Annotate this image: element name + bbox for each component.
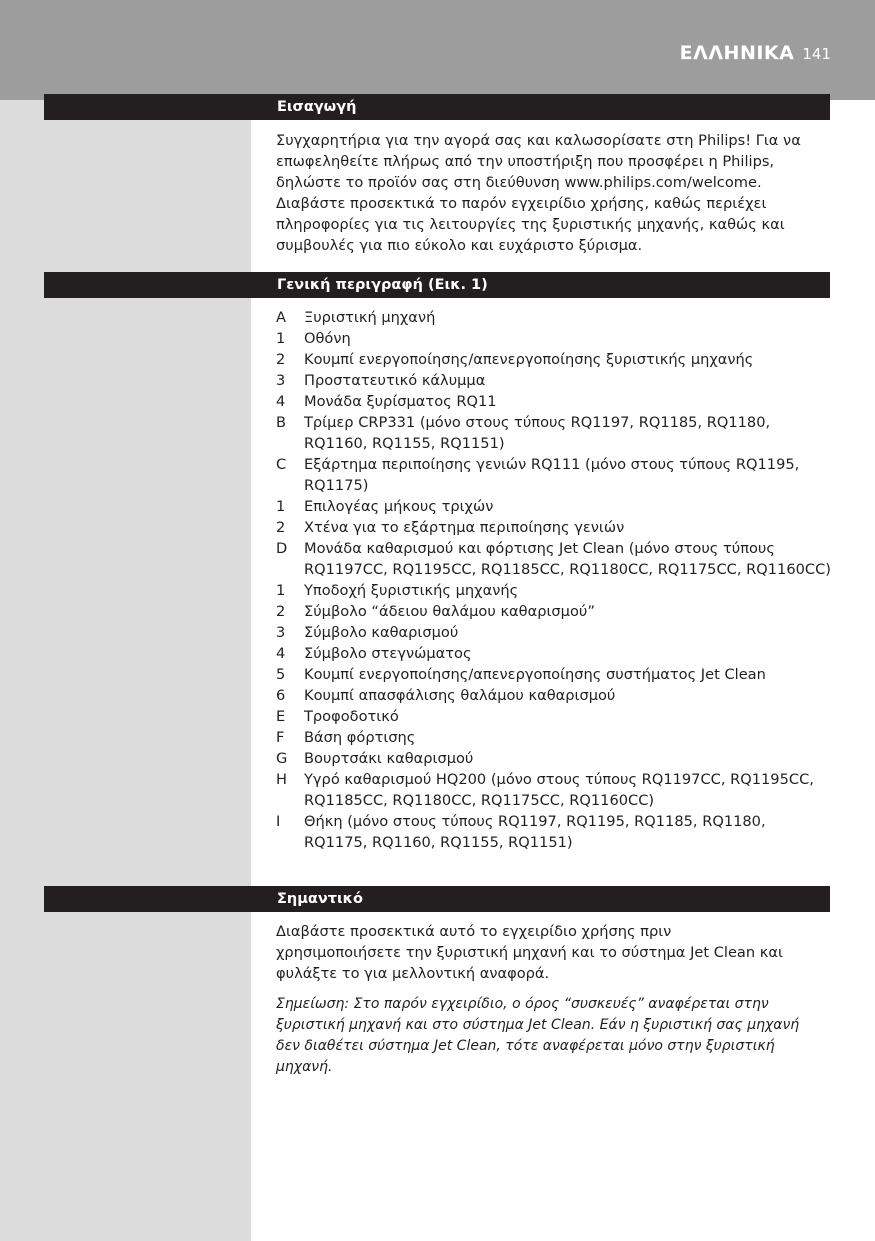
note-paragraph (276, 994, 832, 1078)
list-item-key: G (276, 750, 288, 767)
note-line: μηχανή. (276, 1059, 333, 1075)
list-item-key: D (276, 540, 288, 557)
intro-line: συμβουλές για πιο εύκολο και ευχάριστο ξύρισμα. (276, 237, 643, 254)
intro-line: δηλώστε το προϊόν σας στη διεύθυνση www.philips.com/welcome. (276, 174, 762, 191)
list-item-text: Κουμπί ενεργοποίησης/απενεργοποίησης ξυριστικής μηχανής (304, 351, 754, 368)
list-item (276, 811, 832, 853)
intro-paragraph (276, 130, 832, 256)
page-header (680, 42, 831, 64)
list-item-key: 3 (276, 624, 286, 641)
list-item-key: C (276, 456, 287, 473)
list-item-text: Εξάρτημα περιποίησης γενιών RQ111 (μόνο στους τύπους RQ1195, RQ1175) (304, 456, 800, 494)
list-item-text: Προστατευτικό κάλυμμα (304, 372, 486, 389)
list-item-key: 6 (276, 687, 286, 704)
list-item-key: 2 (276, 351, 286, 368)
list-item-text: Χτένα για το εξάρτημα περιποίησης γενιών (304, 519, 625, 536)
important-line: χρησιμοποιήσετε την ξυριστική μηχανή και το σύστημα Jet Clean και (276, 944, 783, 961)
intro-line: επωφεληθείτε πλήρως από την υποστήριξη που προσφέρει η Philips, (276, 153, 775, 170)
list-item-text: Μονάδα καθαρισμού και φόρτισης Jet Clean (μόνο στους τύπους RQ1197CC, RQ1195CC, RQ1185CC, RQ1180CC, RQ1175CC, RQ1160CC) (304, 540, 831, 578)
list-item (276, 580, 832, 601)
list-item-text: Θήκη (μόνο στους τύπους RQ1197, RQ1195, RQ1185, RQ1180, RQ1175, RQ1160, RQ1155, RQ1151) (304, 813, 766, 851)
list-item-key: I (276, 813, 281, 830)
section-bar-important (44, 886, 830, 912)
list-item-text: Επιλογέας μήκους τριχών (304, 498, 494, 515)
language-label: ΕΛΛΗΝΙΚΑ (679, 42, 795, 64)
list-item (276, 454, 832, 496)
list-item (276, 706, 832, 727)
section-bar-general (44, 272, 830, 298)
list-item-key: B (276, 414, 287, 431)
list-item (276, 664, 832, 685)
list-item-text: Σύμβολο “άδειου θαλάμου καθαρισμού” (304, 603, 595, 620)
list-item-text: Βουρτσάκι καθαρισμού (304, 750, 474, 767)
list-item (276, 370, 832, 391)
list-item-key: 2 (276, 603, 286, 620)
list-item (276, 727, 832, 748)
important-line: Διαβάστε προσεκτικά αυτό το εγχειρίδιο χρήσης πριν (276, 923, 672, 940)
list-item-text: Τροφοδοτικό (304, 708, 399, 725)
list-item (276, 517, 832, 538)
list-item-text: Σύμβολο στεγνώματος (304, 645, 472, 662)
note-line: Σημείωση: Στο παρόν εγχειρίδιο, ο όρος “συσκευές” αναφέρεται στην (276, 996, 769, 1012)
list-item-text: Υποδοχή ξυριστικής μηχανής (304, 582, 519, 599)
intro-line: Διαβάστε προσεκτικά το παρόν εγχειρίδιο χρήσης, καθώς περιέχει (276, 195, 767, 212)
list-item-key: F (276, 729, 285, 746)
section-title-general: Γενική περιγραφή (Εικ. 1) (277, 277, 488, 293)
important-paragraph (276, 921, 832, 984)
list-item (276, 412, 832, 454)
important-line: φυλάξτε το για μελλοντική αναφορά. (276, 965, 550, 982)
list-item (276, 538, 832, 580)
list-item-text: Οθόνη (304, 330, 351, 347)
list-item-text: Κουμπί ενεργοποίησης/απενεργοποίησης συστήματος Jet Clean (304, 666, 766, 683)
list-item-key: 1 (276, 498, 286, 515)
list-item (276, 748, 832, 769)
list-item (276, 496, 832, 517)
page-number: 141 (802, 45, 831, 63)
list-item-text: Ξυριστική μηχανή (304, 309, 436, 326)
list-item-key: A (276, 309, 286, 326)
list-item-text: Βάση φόρτισης (304, 729, 416, 746)
note-line: ξυριστική μηχανή και στο σύστημα Jet Clean. Εάν η ξυριστική σας μηχανή (276, 1017, 800, 1033)
list-item-key: H (276, 771, 287, 788)
list-item-key: 1 (276, 330, 286, 347)
list-item (276, 391, 832, 412)
list-item-key: 3 (276, 372, 286, 389)
section-bar-intro (44, 94, 830, 120)
section-title-important: Σημαντικό (277, 891, 363, 907)
list-item (276, 769, 832, 811)
list-item-text: Τρίμερ CRP331 (μόνο στους τύπους RQ1197, RQ1185, RQ1180, RQ1160, RQ1155, RQ1151) (304, 414, 771, 452)
parts-list (276, 307, 832, 853)
note-line: δεν διαθέτει σύστημα Jet Clean, τότε αναφέρεται μόνο στην ξυριστική (276, 1038, 775, 1054)
list-item-key: 1 (276, 582, 286, 599)
list-item-key: 4 (276, 645, 286, 662)
list-item-text: Κουμπί απασφάλισης θαλάμου καθαρισμού (304, 687, 616, 704)
section-title-intro: Εισαγωγή (277, 99, 357, 115)
list-item-key: 4 (276, 393, 286, 410)
list-item (276, 349, 832, 370)
list-item (276, 643, 832, 664)
list-item (276, 307, 832, 328)
intro-line: Συγχαρητήρια για την αγορά σας και καλωσορίσατε στη Philips! Για να (276, 132, 801, 149)
list-item-key: E (276, 708, 286, 725)
list-item-key: 2 (276, 519, 286, 536)
list-item-text: Σύμβολο καθαρισμού (304, 624, 459, 641)
list-item-text: Υγρό καθαρισμού HQ200 (μόνο στους τύπους RQ1197CC, RQ1195CC, RQ1185CC, RQ1180CC, RQ1175CC, RQ1160CC) (304, 771, 814, 809)
list-item (276, 328, 832, 349)
intro-line: πληροφορίες για τις λειτουργίες της ξυριστικής μηχανής, καθώς και (276, 216, 785, 233)
list-item (276, 622, 832, 643)
list-item (276, 601, 832, 622)
list-item-key: 5 (276, 666, 286, 683)
list-item (276, 685, 832, 706)
list-item-text: Μονάδα ξυρίσματος RQ11 (304, 393, 497, 410)
